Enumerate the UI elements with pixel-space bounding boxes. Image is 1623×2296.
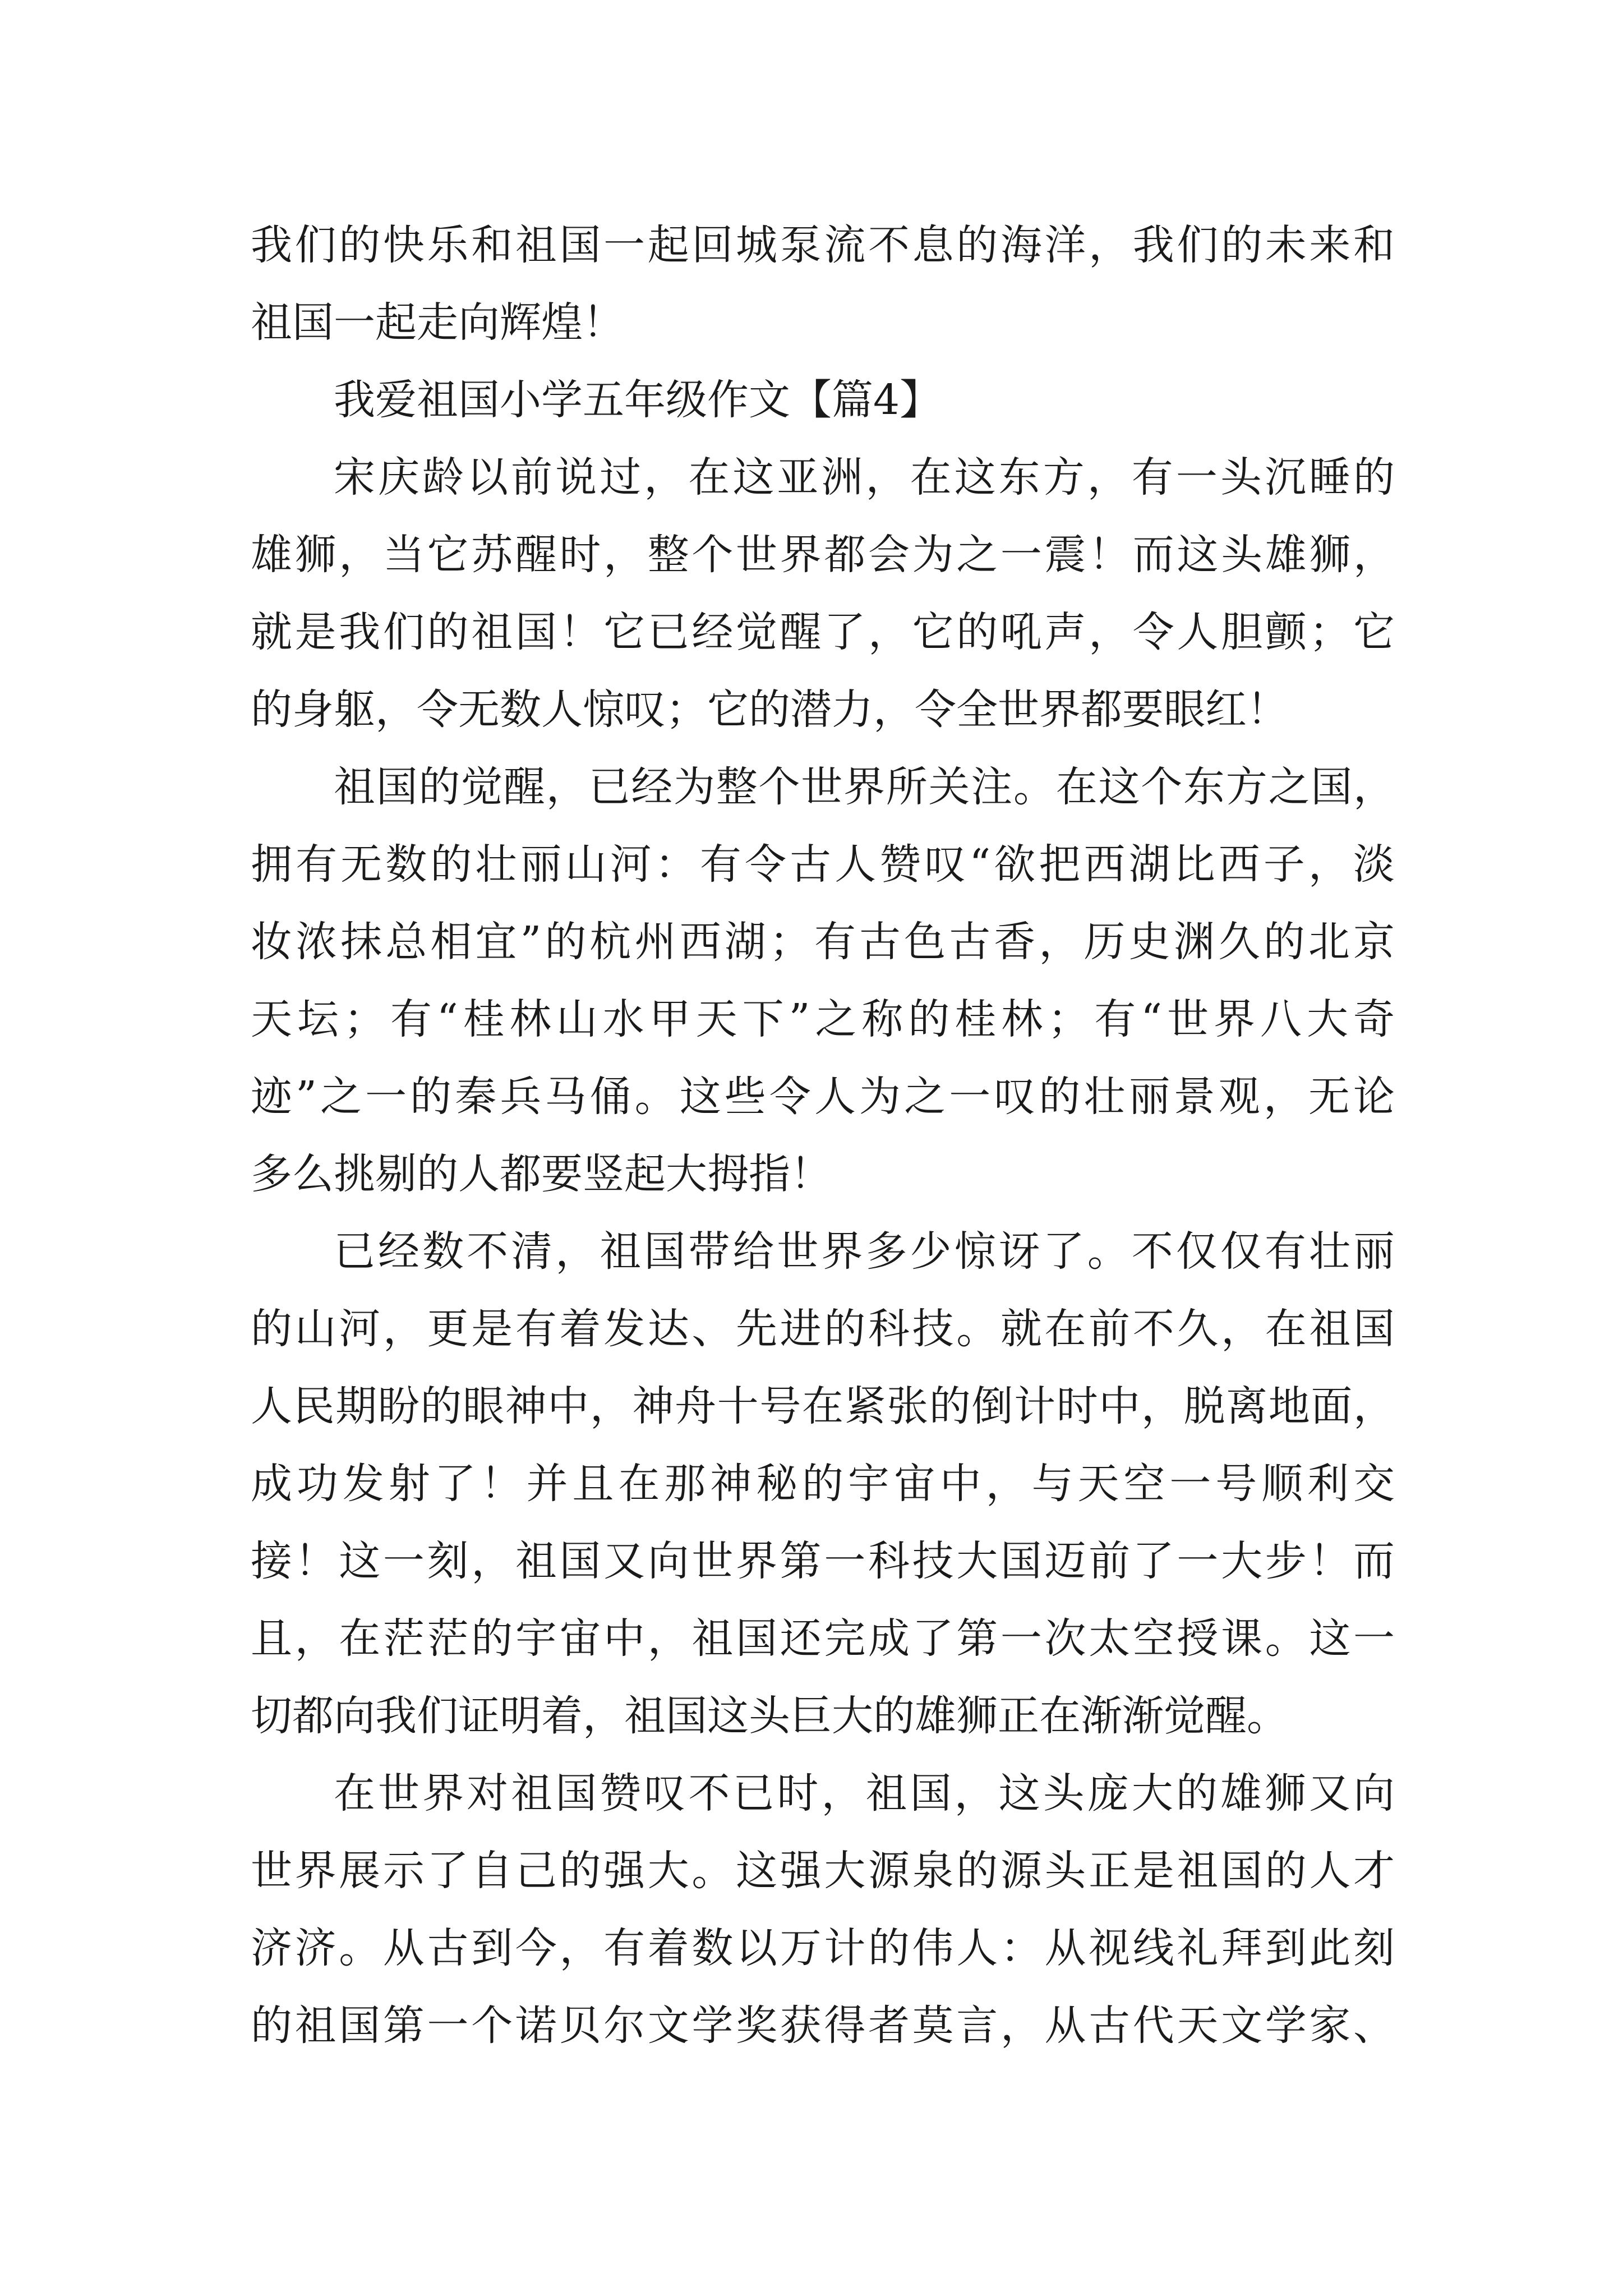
text-line: 就是我们的祖国！它已经觉醒了，它的吼声，令人胆颤；它 bbox=[251, 608, 1395, 656]
text-line: 宋庆龄以前说过，在这亚洲，在这东方，有一头沉睡的 bbox=[334, 453, 1395, 501]
text-line: 的山河，更是有着发达、先进的科技。就在前不久，在祖国 bbox=[251, 1305, 1395, 1353]
section-heading: 我爱祖国小学五年级作文【篇4】 bbox=[334, 376, 942, 424]
text-line: 的身躯，令无数人惊叹；它的潜力，令全世界都要眼红！ bbox=[251, 685, 1288, 734]
text-line: 世界展示了自己的强大。这强大源泉的源头正是祖国的人才 bbox=[251, 1847, 1395, 1895]
text-line: 在世界对祖国赞叹不已时，祖国，这头庞大的雄狮又向 bbox=[334, 1769, 1395, 1818]
text-line: 雄狮，当它苏醒时，整个世界都会为之一震！而这头雄狮， bbox=[251, 531, 1395, 579]
text-line: 济济。从古到今，有着数以万计的伟人：从视线礼拜到此刻 bbox=[251, 1924, 1395, 1972]
text-line: 且，在茫茫的宇宙中，祖国还完成了第一次太空授课。这一 bbox=[251, 1614, 1395, 1663]
text-line: 我们的快乐和祖国一起回城泵流不息的海洋，我们的未来和 bbox=[251, 221, 1395, 269]
text-line: 多么挑剔的人都要竖起大拇指！ bbox=[251, 1150, 832, 1198]
text-line: 成功发射了！并且在那神秘的宇宙中，与天空一号顺利交 bbox=[251, 1460, 1395, 1508]
text-line: 祖国一起走向辉煌！ bbox=[251, 298, 624, 347]
text-line: 人民期盼的眼神中，神舟十号在紧张的倒计时中，脱离地面， bbox=[251, 1382, 1395, 1430]
essay-body bbox=[251, 206, 1395, 2064]
text-line: 的祖国第一个诺贝尔文学奖获得者莫言，从古代天文学家、 bbox=[251, 2001, 1395, 2050]
text-line: 妆浓抹总相宜”的杭州西湖；有古色古香，历史渊久的北京 bbox=[251, 918, 1395, 966]
text-line: 迹”之一的秦兵马俑。这些令人为之一叹的壮丽景观，无论 bbox=[251, 1073, 1395, 1121]
text-line: 切都向我们证明着，祖国这头巨大的雄狮正在渐渐觉醒。 bbox=[251, 1692, 1288, 1740]
text-line: 接！这一刻，祖国又向世界第一科技大国迈前了一大步！而 bbox=[251, 1537, 1395, 1585]
text-line: 天坛；有“桂林山水甲天下”之称的桂林；有“世界八大奇 bbox=[251, 995, 1395, 1043]
text-line: 祖国的觉醒，已经为整个世界所关注。在这个东方之国， bbox=[334, 763, 1395, 811]
text-line: 拥有无数的壮丽山河：有令古人赞叹“欲把西湖比西子，淡 bbox=[251, 840, 1395, 889]
text-line: 已经数不清，祖国带给世界多少惊讶了。不仅仅有壮丽 bbox=[334, 1227, 1395, 1276]
